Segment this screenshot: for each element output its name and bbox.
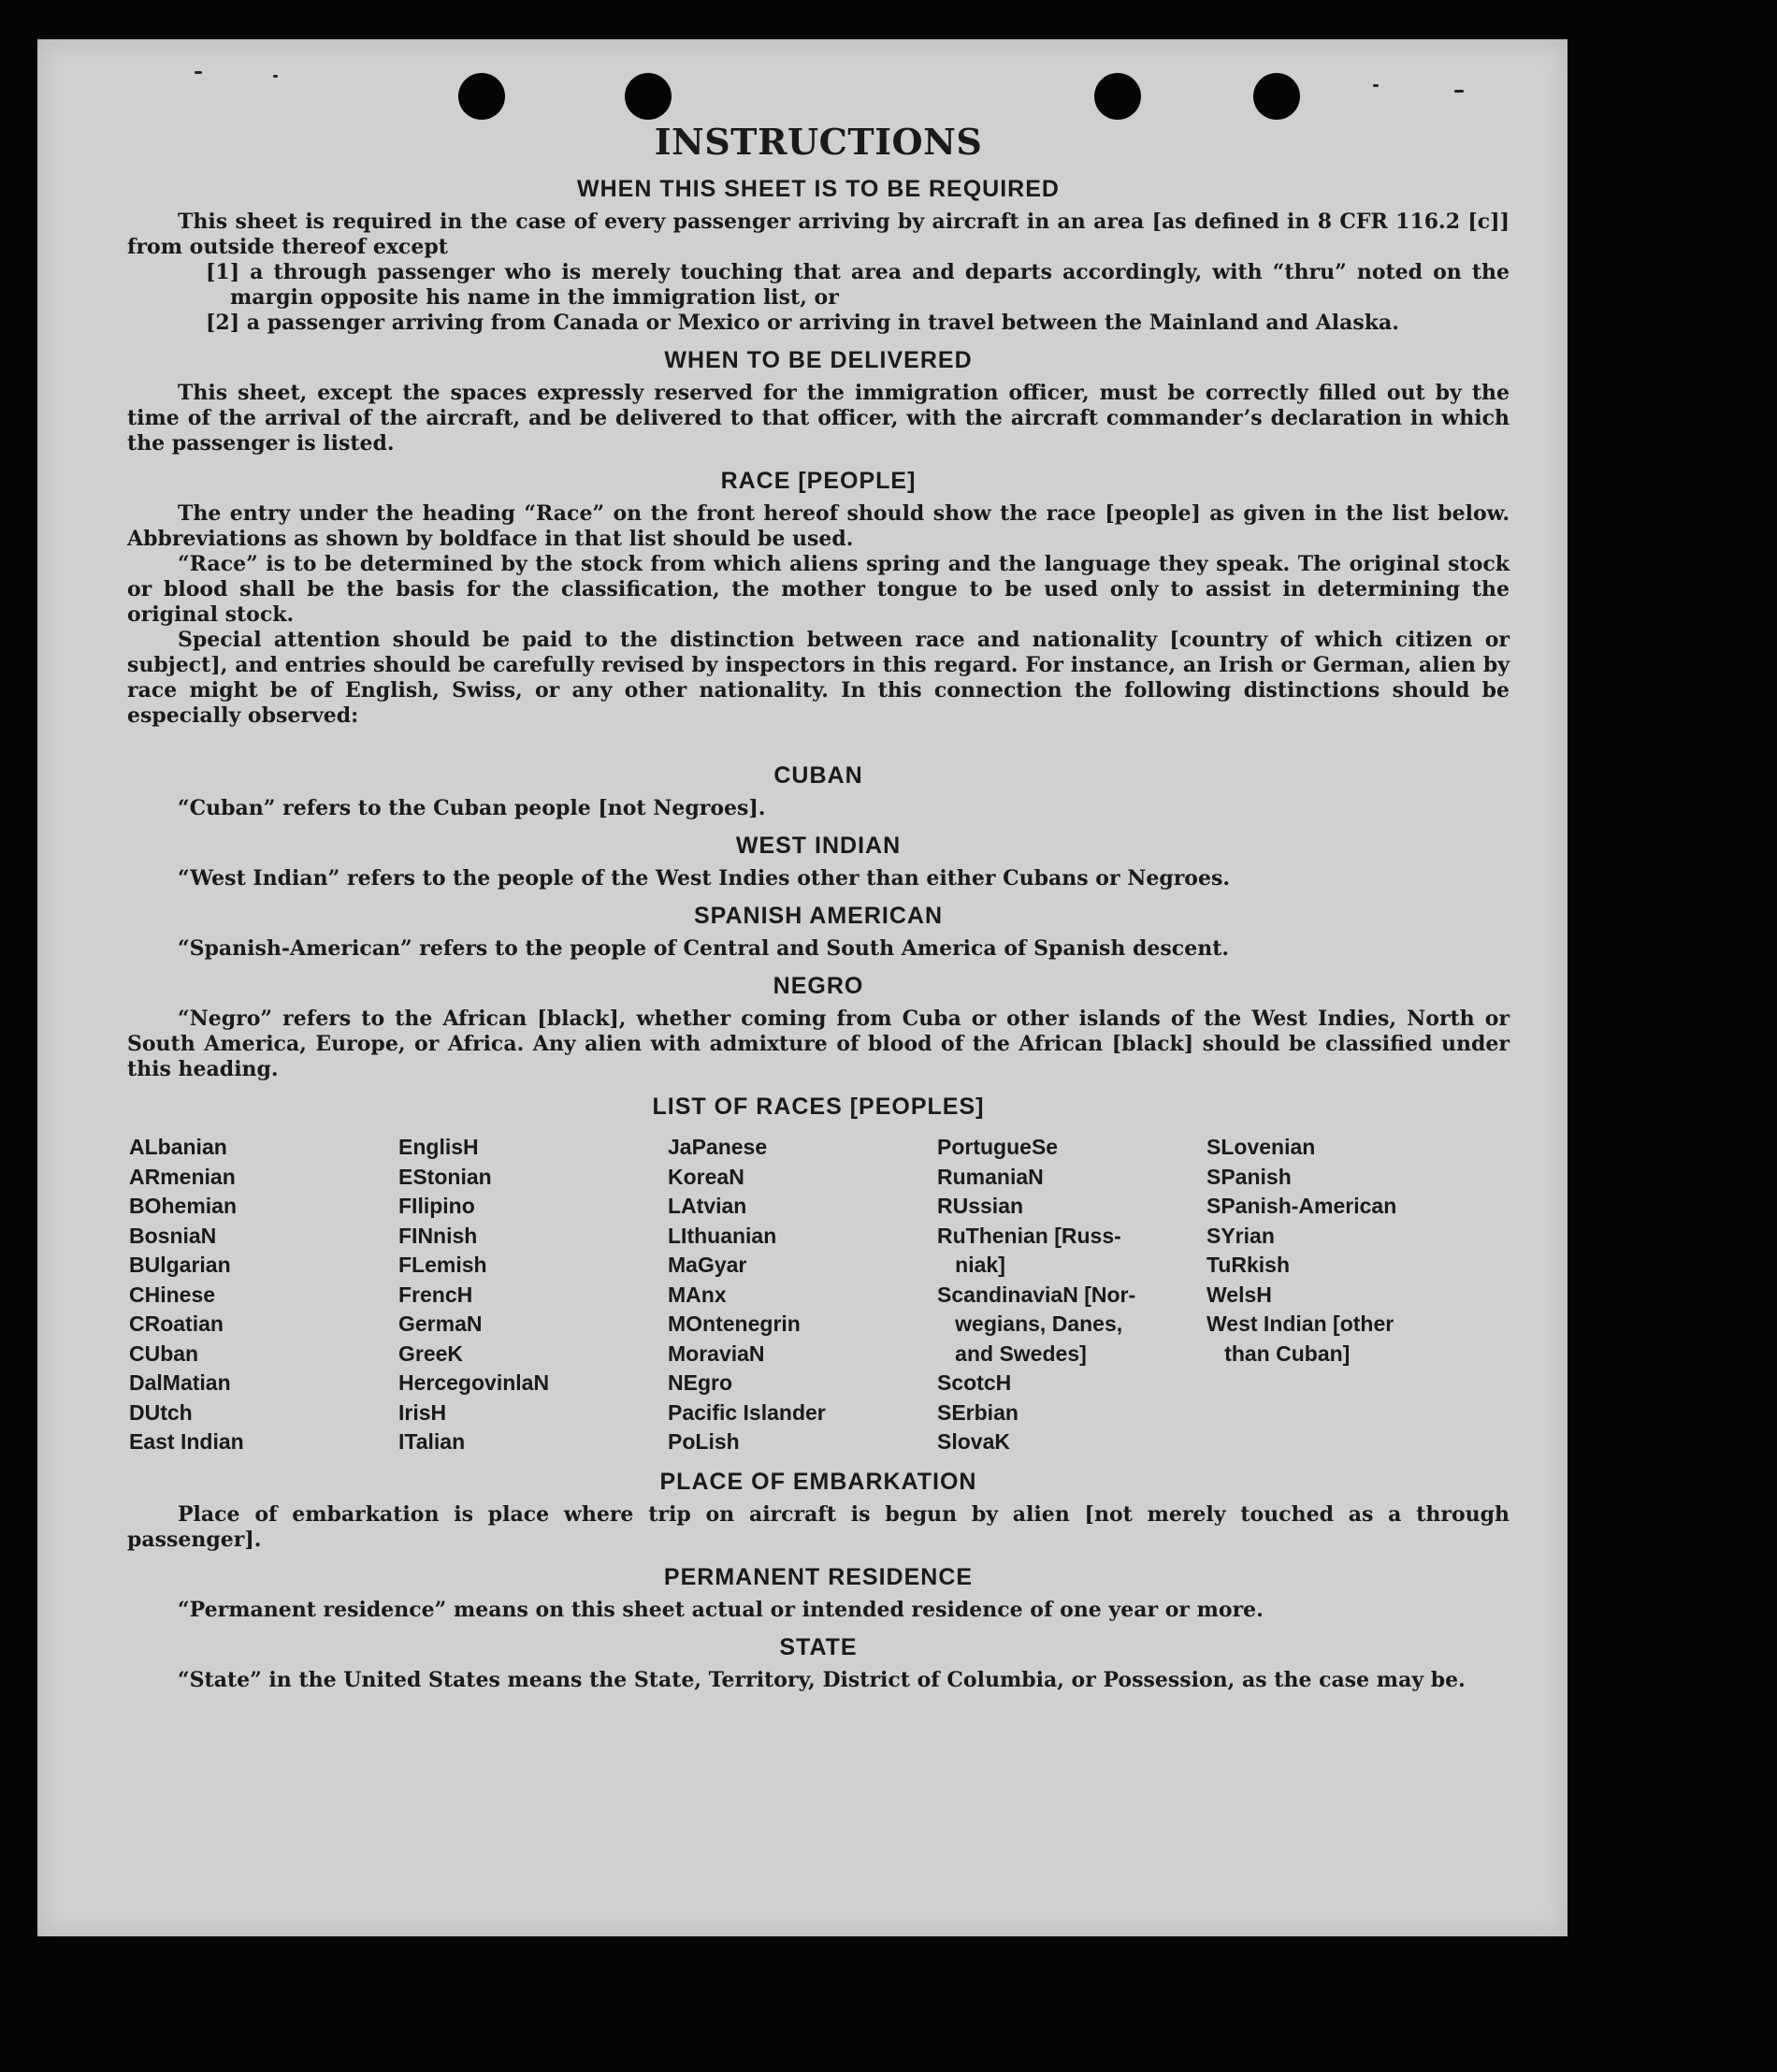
race-item: CHinese [129, 1282, 216, 1307]
race-item: than Cuban] [1206, 1340, 1351, 1366]
section-heading-west-indian: WEST INDIAN [735, 833, 902, 859]
speck [1373, 84, 1379, 87]
race-item: SPanish-American [1206, 1194, 1397, 1218]
required-exception-1: [1] a through passenger who is merely touching that area and departs accordingly, with “thru” noted on the margin opposite his name in the immigration list, or [206, 260, 1510, 310]
race-item: niak] [937, 1253, 1005, 1277]
race-item: PoLish [668, 1429, 740, 1454]
race-item: WelsH [1206, 1282, 1272, 1307]
race-item: SLovenian [1206, 1135, 1316, 1159]
race-paragraph-3: Special attention should be paid to the distinction between race and nationality [country of which citizen or subject], and entries should be carefully revised by inspectors in this regard. For instance, an Irish or German, alien by race might be of English, Swiss, or any other nationality. In this connection the following distinctions should be especially observed: [127, 628, 1510, 728]
race-item: BosniaN [129, 1223, 217, 1248]
race-list [127, 1133, 1510, 1457]
race-item: SlovaK [937, 1429, 1010, 1454]
race-item: and Swedes] [937, 1340, 1087, 1366]
race-paragraph-1: The entry under the heading “Race” on the front hereof should show the race [people] as given in the list below. Abbreviations as shown by boldface in that list should be used. [127, 501, 1510, 551]
page-title: INSTRUCTIONS [654, 121, 983, 163]
race-item: BOhemian [129, 1194, 238, 1218]
section-heading-list-of-races: LIST OF RACES [PEOPLES] [652, 1094, 985, 1120]
section-heading-negro: NEGRO [773, 973, 864, 999]
race-item: ScandinaviaN [Nor- [937, 1282, 1136, 1307]
speck [273, 75, 278, 78]
race-item: GermaN [398, 1311, 483, 1336]
race-paragraph-2: “Race” is to be determined by the stock from which aliens spring and the language they speak. The original stock or blood shall be the basis for the classification, the mother tongue to be used only to assist in determining the original stock. [127, 552, 1510, 627]
race-item: CRoatian [129, 1311, 224, 1336]
negro-text: “Negro” refers to the African [black], whether coming from Cuba or other islands of the West Indies, North or South America, Europe, or Africa. Any alien with admixture of blood of the African [black] should be classified under this heading. [127, 1007, 1510, 1081]
race-item: TuRkish [1206, 1253, 1291, 1277]
section-heading-embarkation: PLACE OF EMBARKATION [659, 1468, 977, 1495]
race-item: JaPanese [668, 1135, 768, 1159]
race-item: KoreaN [668, 1164, 744, 1189]
race-item: RumaniaN [937, 1164, 1044, 1189]
race-item: Pacific Islander [668, 1399, 826, 1425]
speck [1454, 90, 1464, 93]
race-column [398, 1133, 668, 1457]
instructions-body [127, 120, 1510, 1693]
race-item: ARmenian [129, 1164, 236, 1189]
race-item: IrisH [398, 1399, 447, 1425]
document-page [37, 39, 1568, 1936]
race-item: wegians, Danes, [937, 1311, 1123, 1336]
spanish-american-text: “Spanish-American” refers to the people of Central and South America of Spanish descent. [178, 936, 1230, 961]
race-item: DUtch [129, 1399, 193, 1425]
race-item: GreeK [398, 1340, 464, 1366]
punch-hole [1253, 73, 1300, 120]
race-item: BUlgarian [129, 1253, 231, 1277]
speck [195, 71, 202, 74]
race-item: EStonian [398, 1164, 492, 1189]
race-item: FLemish [398, 1253, 487, 1277]
section-heading-cuban: CUBAN [773, 762, 863, 789]
delivered-text: This sheet, except the spaces expressly reserved for the immigration officer, must be correctly filled out by the time of the arrival of the aircraft, and be delivered to that officer, with the aircraft commander’s declaration in which the passenger is listed. [127, 381, 1510, 456]
embarkation-text: Place of embarkation is place where trip on aircraft is begun by alien [not merely touched as a through passenger]. [127, 1501, 1510, 1552]
race-item: FrencH [398, 1282, 473, 1307]
section-heading-residence: PERMANENT RESIDENCE [663, 1563, 974, 1590]
race-item: MOntenegrin [668, 1311, 801, 1336]
race-item: NEgro [668, 1370, 732, 1395]
punch-hole [1094, 73, 1141, 120]
section-heading-state: STATE [779, 1633, 858, 1660]
race-item: SErbian [937, 1399, 1019, 1425]
section-heading-delivered: WHEN TO BE DELIVERED [664, 347, 973, 373]
race-item: PortugueSe [937, 1135, 1059, 1159]
race-item: LIthuanian [668, 1223, 777, 1248]
race-item: RUssian [937, 1194, 1024, 1218]
west-indian-text: “West Indian” refers to the people of the West Indies other than either Cubans or Negroes. [178, 866, 1231, 891]
punch-hole [625, 73, 672, 120]
race-column [937, 1133, 1206, 1457]
race-item: ScotcH [937, 1370, 1012, 1395]
race-item: MoraviaN [668, 1340, 765, 1366]
state-text: “State” in the United States means the State, Territory, District of Columbia, or Possession, as the case may be. [178, 1667, 1466, 1692]
race-item: DalMatian [129, 1370, 231, 1395]
race-item: MAnx [668, 1282, 727, 1307]
race-column [668, 1133, 937, 1457]
section-heading-race: RACE [PEOPLE] [720, 468, 917, 494]
residence-text: “Permanent residence” means on this sheet actual or intended residence of one year or more. [178, 1597, 1264, 1622]
race-item: ALbanian [129, 1135, 227, 1159]
race-column [1206, 1133, 1476, 1457]
race-column [129, 1133, 398, 1457]
race-item: RuThenian [Russ- [937, 1223, 1121, 1248]
punch-hole [458, 73, 505, 120]
race-item: EnglisH [398, 1135, 479, 1159]
section-heading-spanish-american: SPANISH AMERICAN [693, 903, 943, 929]
section-heading-required: WHEN THIS SHEET IS TO BE REQUIRED [577, 176, 1060, 202]
cuban-text: “Cuban” refers to the Cuban people [not Negroes]. [178, 796, 766, 820]
race-item: SYrian [1206, 1223, 1275, 1248]
race-item: CUban [129, 1340, 199, 1366]
required-exception-2: [2] a passenger arriving from Canada or Mexico or arriving in travel between the Mainland and Alaska. [206, 311, 1399, 335]
race-item: SPanish [1206, 1164, 1292, 1189]
race-item: FINnish [398, 1223, 478, 1248]
race-item: LAtvian [668, 1194, 747, 1218]
race-item: West Indian [other [1206, 1311, 1394, 1336]
race-item: East Indian [129, 1429, 244, 1454]
race-item: HercegovinlaN [398, 1370, 550, 1395]
race-item: MaGyar [668, 1253, 747, 1277]
race-item: FIlipino [398, 1194, 475, 1218]
required-intro: This sheet is required in the case of every passenger arriving by aircraft in an area [as defined in 8 CFR 116.2 [c]] from outside thereof except [127, 210, 1510, 259]
race-item: ITalian [398, 1429, 466, 1454]
